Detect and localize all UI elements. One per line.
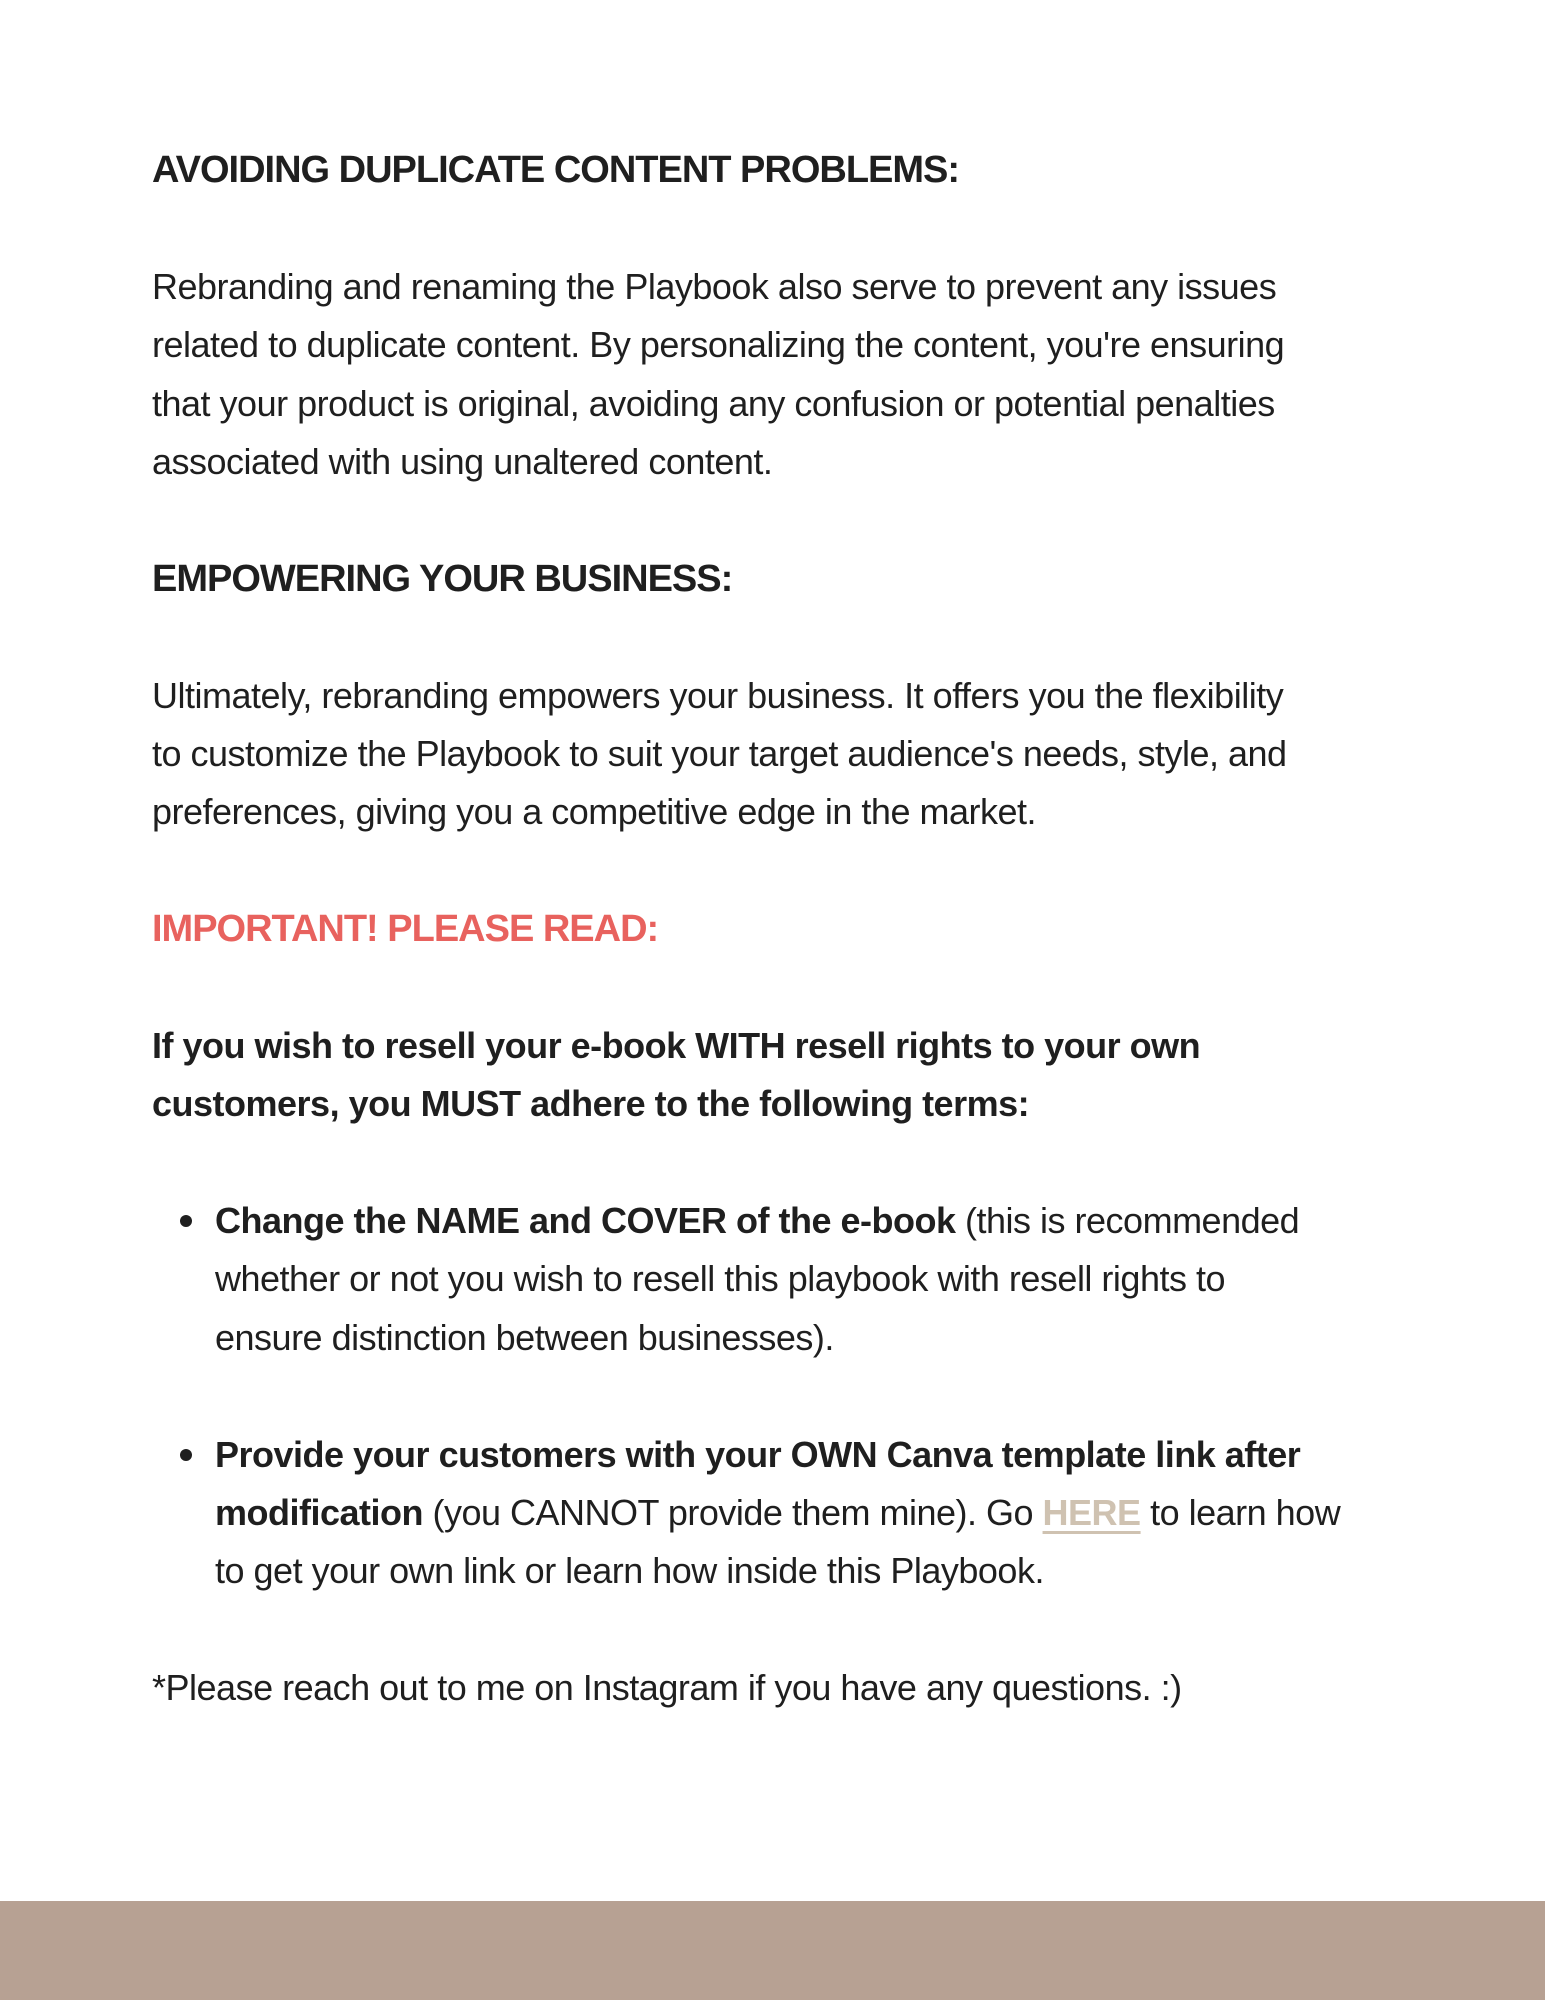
here-link[interactable]: HERE — [1042, 1491, 1141, 1533]
text-line: related to duplicate content. By personalizing the content, you're ensuring — [152, 324, 1285, 366]
text-line — [215, 1426, 1340, 1484]
paragraph-empowering-business — [152, 667, 1545, 842]
list-item-change-name-cover — [152, 1192, 1545, 1367]
text-line: associated with using unaltered content. — [152, 440, 773, 482]
heading-avoiding-duplicate-content: AVOIDING DUPLICATE CONTENT PROBLEMS: — [152, 149, 960, 191]
text-line: If you wish to resell your e-book WITH resell rights to your own — [152, 1024, 1201, 1066]
footer-bar — [0, 1901, 1545, 2000]
text-line: whether or not you wish to resell this playbook with resell rights to — [215, 1258, 1225, 1300]
text-line — [215, 1484, 1340, 1542]
bullet-regular-text: (you CANNOT provide them mine). Go — [423, 1491, 1043, 1533]
note-instagram — [152, 1659, 1545, 1717]
text-line: Ultimately, rebranding empowers your business. It offers you the flexibility — [152, 674, 1284, 716]
text-line: ensure distinction between businesses). — [215, 1316, 834, 1358]
bullet-bold-text: Change the NAME and COVER of the e-book — [215, 1200, 956, 1242]
bullet-text — [215, 1192, 1299, 1367]
heading-important-please-read: IMPORTANT! PLEASE READ: — [152, 908, 659, 951]
bullet-bold-text: Provide your customers with your OWN Canva template link after — [215, 1433, 1301, 1475]
text-line — [215, 1192, 1299, 1250]
text-line: that your product is original, avoiding any confusion or potential penalties — [152, 382, 1275, 424]
text-line: customers, you MUST adhere to the following terms: — [152, 1083, 1030, 1125]
bullet-text — [215, 1426, 1340, 1601]
paragraph-duplicate-content — [152, 258, 1545, 492]
bullet-regular-text: (this is recommended — [955, 1200, 1300, 1242]
text-line: *Please reach out to me on Instagram if you have any questions. :) — [152, 1667, 1182, 1709]
bullet-bold-text: modification — [215, 1491, 423, 1533]
bullet-icon — [180, 1449, 192, 1461]
paragraph-resell-terms — [152, 1017, 1545, 1134]
page-content — [152, 141, 1545, 1776]
list-item-provide-own-template-link — [152, 1426, 1545, 1601]
text-line: preferences, giving you a competitive edge in the market. — [152, 791, 1036, 833]
text-line: Rebranding and renaming the Playbook also serve to prevent any issues — [152, 265, 1277, 307]
bullet-icon — [180, 1215, 192, 1227]
text-line: to customize the Playbook to suit your target audience's needs, style, and — [152, 732, 1287, 774]
text-line: to get your own link or learn how inside this Playbook. — [215, 1550, 1044, 1592]
heading-empowering-your-business: EMPOWERING YOUR BUSINESS: — [152, 557, 733, 600]
bullet-regular-text: to learn how — [1140, 1491, 1341, 1533]
